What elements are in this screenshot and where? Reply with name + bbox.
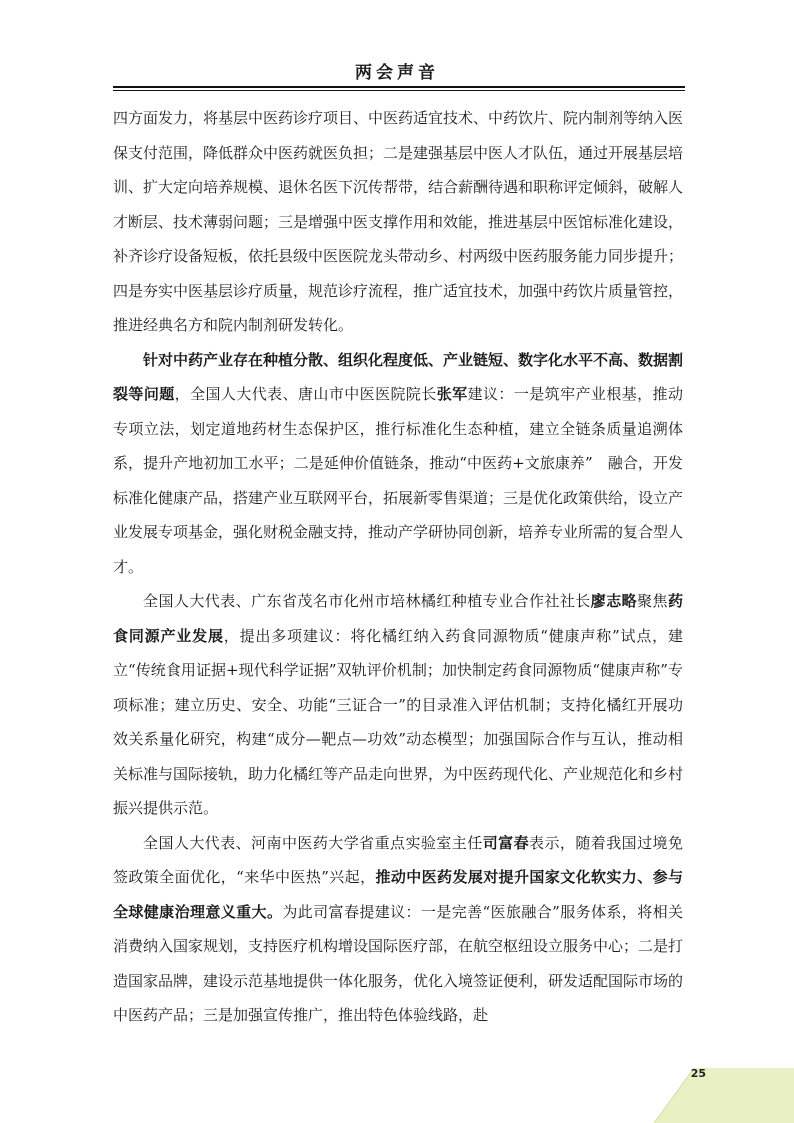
paragraph [113,343,683,585]
article-body [113,101,683,1033]
text-run: 聚焦 [637,592,668,610]
bold-text-run: 药食同源产业发展 [113,592,683,645]
text-run: 建议：一是筑牢产业根基，推动专项立法，划定道地药材生态保护区，推行标准化生态种植，建立全链条质量追溯体系，提升产地初加工水平；二是延伸价值链条，推动“中医药+文旅康养” 融合，开发标准化健康产品，搭建产业互联网平台，拓展新零售渠道；三是优化政策供给，设立产业发展专项基金，强化财税金融支持，推动产学研协同创新，培养专业所需的复合型人才。 [113,385,684,576]
paragraph [113,584,683,826]
text-run: 为此司富春提建议：一是完善“医旅融合”服务体系，将相关消费纳入国家规划，支持医疗机构增设国际医疗部，在航空枢纽设立服务中心；二是打造国家品牌，建设示范基地提供一体化服务，优化入境签证便利，研发适配国际市场的中医药产品；三是加强宣传推广，推出特色体验线路，赴 [113,902,684,1024]
header-rule-thin [113,90,685,91]
text-run: ，全国人大代表、唐山市中医医院院长 [174,385,437,403]
header-rule-thick [113,86,685,88]
paragraph [113,101,683,343]
page-header-title: 两会声音 [355,63,439,83]
page-number: 25 [690,1067,706,1080]
bold-text-run: 张军 [436,385,468,403]
page-corner-decoration [654,1068,794,1123]
text-run: 全国人大代表、河南中医药大学省重点实验室主任 [143,833,483,852]
bold-text-run: 司富春 [482,833,530,852]
paragraph [113,826,683,1033]
text-run: 表示，随着我国过境免签政策全面优化，“来华中医热”兴起， [113,833,683,886]
text-run: ，提出多项建议：将化橘红纳入药食同源物质“健康声称”试点，建立“传统食用证据+现代科学证据”双轨评价机制；加快制定药食同源物质“健康声称”专项标准；建立历史、安全、功能“三证合一”的目录准入评估机制；支持化橘红开展功效关系量化研究，构建“成分—靶点—功效”动态模型；加强国际合作与互认，推动相关标准与国际接轨，助力化橘红等产品走向世界，为中医药现代化、产业规范化和乡村振兴提供示范。 [113,626,684,817]
bold-text-run: 廖志略 [590,592,638,610]
bold-text-run: 针对中药产业存在种植分散、组织化程度低、产业链短、数字化水平不高、数据割裂等问题 [113,350,684,403]
text-run: 四方面发力，将基层中医药诊疗项目、中医药适宜技术、中药饮片、院内制剂等纳入医保支付范围，降低群众中医药就医负担；二是建强基层中医人才队伍，通过开展基层培训、扩大定向培养规模、退休名医下沉传帮带，结合薪酬待遇和职称评定倾斜，破解人才断层、技术薄弱问题；三是增强中医支撑作用和效能，推进基层中医馆标准化建设，补齐诊疗设备短板，依托县级中医医院龙头带动乡、村两级中医药服务能力同步提升；四是夯实中医基层诊疗质量，规范诊疗流程，推广适宜技术，加强中药饮片质量管控，推进经典名方和院内制剂研发转化。 [113,109,684,334]
text-run: 全国人大代表、广东省茂名市化州市培林橘红种植专业合作社社长 [143,592,591,610]
bold-text-run: 推动中医药发展对提升国家文化软实力、参与全球健康治理意义重大。 [113,868,683,921]
